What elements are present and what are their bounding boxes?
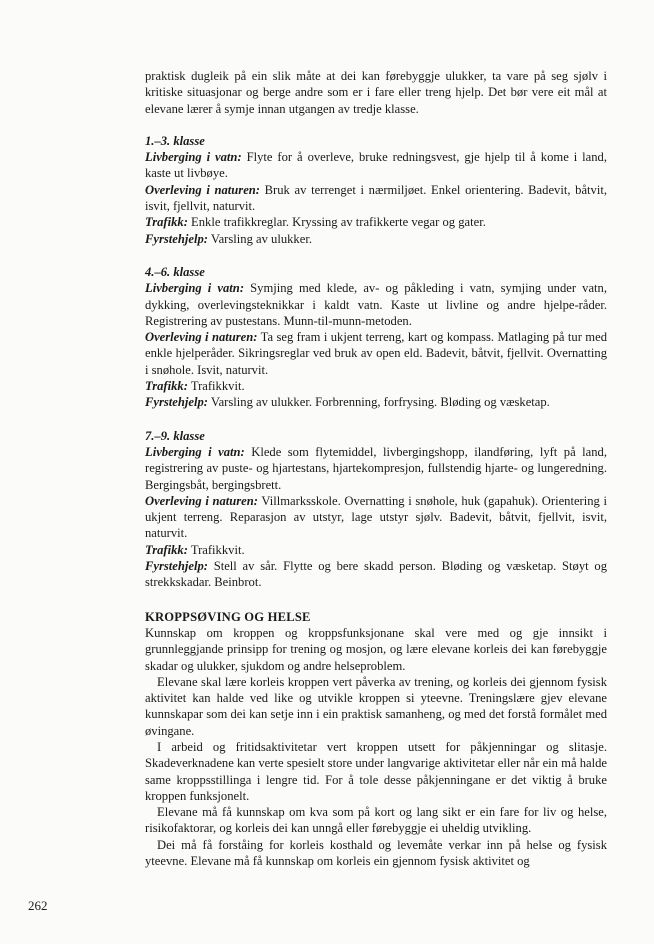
list-item	[145, 182, 607, 215]
body-paragraph: Dei må få forståing for korleis kosthald og levemåte verkar inn på helse og fysisk yteevne. Elevane må få kunnskap om korleis ein gjennom fysisk aktivitet og	[145, 837, 607, 869]
list-item	[145, 394, 607, 410]
item-label: Overleving i naturen:	[145, 182, 260, 197]
list-item	[145, 214, 607, 230]
item-label: Trafikk:	[145, 542, 188, 557]
item-text: Varsling av ulukker.	[207, 231, 312, 246]
item-label: Trafikk:	[145, 215, 188, 230]
item-text: Klede som flytemiddel, livbergingshopp, ilandføring, lyft på land, registrering av puste- og hjartestans, hjartekompresjon, fullstendig hjarte- og lungeredning. Bergingsbåt, bergingsbrett.	[145, 444, 608, 492]
item-text: Stell av sår. Flytte og bere skadd person. Bløding og væsketap. Støyt og strekkskadar. Beinbrot.	[145, 559, 607, 590]
item-text: Trafikkvit.	[187, 379, 245, 394]
item-label: Livberging i vatn:	[145, 281, 245, 296]
page-body	[145, 68, 607, 869]
item-label: Livberging i vatn:	[145, 444, 245, 459]
grade-heading: 4.–6. klasse	[145, 264, 205, 279]
item-text: Varsling av ulukker. Forbrenning, forfrysing. Bløding og væsketap.	[207, 395, 550, 410]
item-label: Trafikk:	[145, 379, 188, 394]
list-item	[145, 231, 607, 247]
grade-heading: 7.–9. klasse	[145, 428, 205, 443]
page-number: 262	[28, 898, 48, 913]
item-label: Fyrstehjelp:	[145, 231, 208, 246]
item-text: Ta seg fram i ukjent terreng, kart og kompass. Matlaging på tur med enkle hjelperåder. Sikringsreglar ved bruk av open eld. Badevit, båtvit, fjellvit. Overnatting i snøhole. Isvit, naturvit.	[145, 330, 607, 377]
list-item	[145, 444, 607, 493]
list-item	[145, 149, 607, 182]
item-label: Fyrstehjelp:	[145, 395, 208, 410]
list-item	[145, 280, 607, 329]
intro-paragraph: praktisk dugleik på ein slik måte at dei kan førebyggje ulukker, ta vare på seg sjølv i kritiske situasjonar og berge andre som er i fare eller treng hjelp. Det bør vere eit mål at elevane lærer å symje innan utgangen av tredje klasse.	[145, 69, 607, 116]
item-label: Livberging i vatn:	[145, 150, 242, 165]
body-paragraph: Kunnskap om kroppen og kroppsfunksjonane skal vere med og gje innsikt i grunnleggjande prinsipp for trening og mosjon, og lære elevane korleis dei kan førebyggje skadar og ulukker, sjukdom og andre helseproblem.	[145, 625, 607, 673]
item-label: Overleving i naturen:	[145, 493, 258, 508]
list-item	[145, 329, 607, 378]
item-text: Villmarksskole. Overnatting i snøhole, huk (gapahuk). Orientering i ukjent terreng. Reparasjon av utstyr, lage utstyr sjølv. Badevit, båtvit, fjellvit, isvit, naturvit.	[145, 493, 607, 541]
item-text: Bruk av terrenget i nærmiljøet. Enkel orientering. Badevit, båtvit, isvit, fjellvit, naturvit.	[145, 182, 607, 214]
body-paragraph: I arbeid og fritidsaktivitetar vert kroppen utsett for påkjenningar og slitasje. Skadeverknadene kan verte spesielt store under langvarige aktivitetar eller når ein må halde same kroppsstillinga i lengre tid. For å tole desse påkjenningane er det viktig å bruke kroppen funksjonelt.	[145, 739, 607, 803]
item-label: Fyrstehjelp:	[145, 559, 208, 574]
item-text: Enkle trafikkreglar. Kryssing av trafikkerte vegar og gater.	[187, 215, 486, 230]
item-text: Flyte for å overleve, bruke redningsvest, gje hjelp til å kome i land, kaste ut livbøye.	[145, 150, 607, 181]
body-paragraph: Elevane må få kunnskap om kva som på kort og lang sikt er ein fare for liv og helse, risikofaktorar, og korleis dei kan unngå eller førebyggje ei uheldig utvikling.	[145, 805, 607, 836]
list-item	[145, 542, 607, 558]
item-label: Overleving i naturen:	[145, 330, 258, 345]
item-text: Symjing med klede, av- og påkleding i vatn, symjing under vatn, dykking, overlevingsteknikkar i kaldt vatn. Kaste ut livline og andre hjelpe-råder. Registrering av pustestans. Munn-til-munn-metoden.	[145, 281, 607, 328]
list-item	[145, 378, 607, 394]
item-text: Trafikkvit.	[187, 542, 245, 557]
list-item	[145, 493, 607, 542]
list-item	[145, 558, 607, 591]
body-paragraph: Elevane skal lære korleis kroppen vert påverka av trening, og korleis dei gjennom fysisk aktivitet kan halde ved like og utvikle kroppen si yteevne. Treningslære gjev elevane kunnskapar som dei kan setje inn i ein praktisk samanheng, og med det forstå formålet med øvingane.	[145, 674, 607, 738]
section-title: KROPPSØVING OG HELSE	[145, 609, 311, 624]
grade-heading: 1.–3. klasse	[145, 133, 205, 148]
